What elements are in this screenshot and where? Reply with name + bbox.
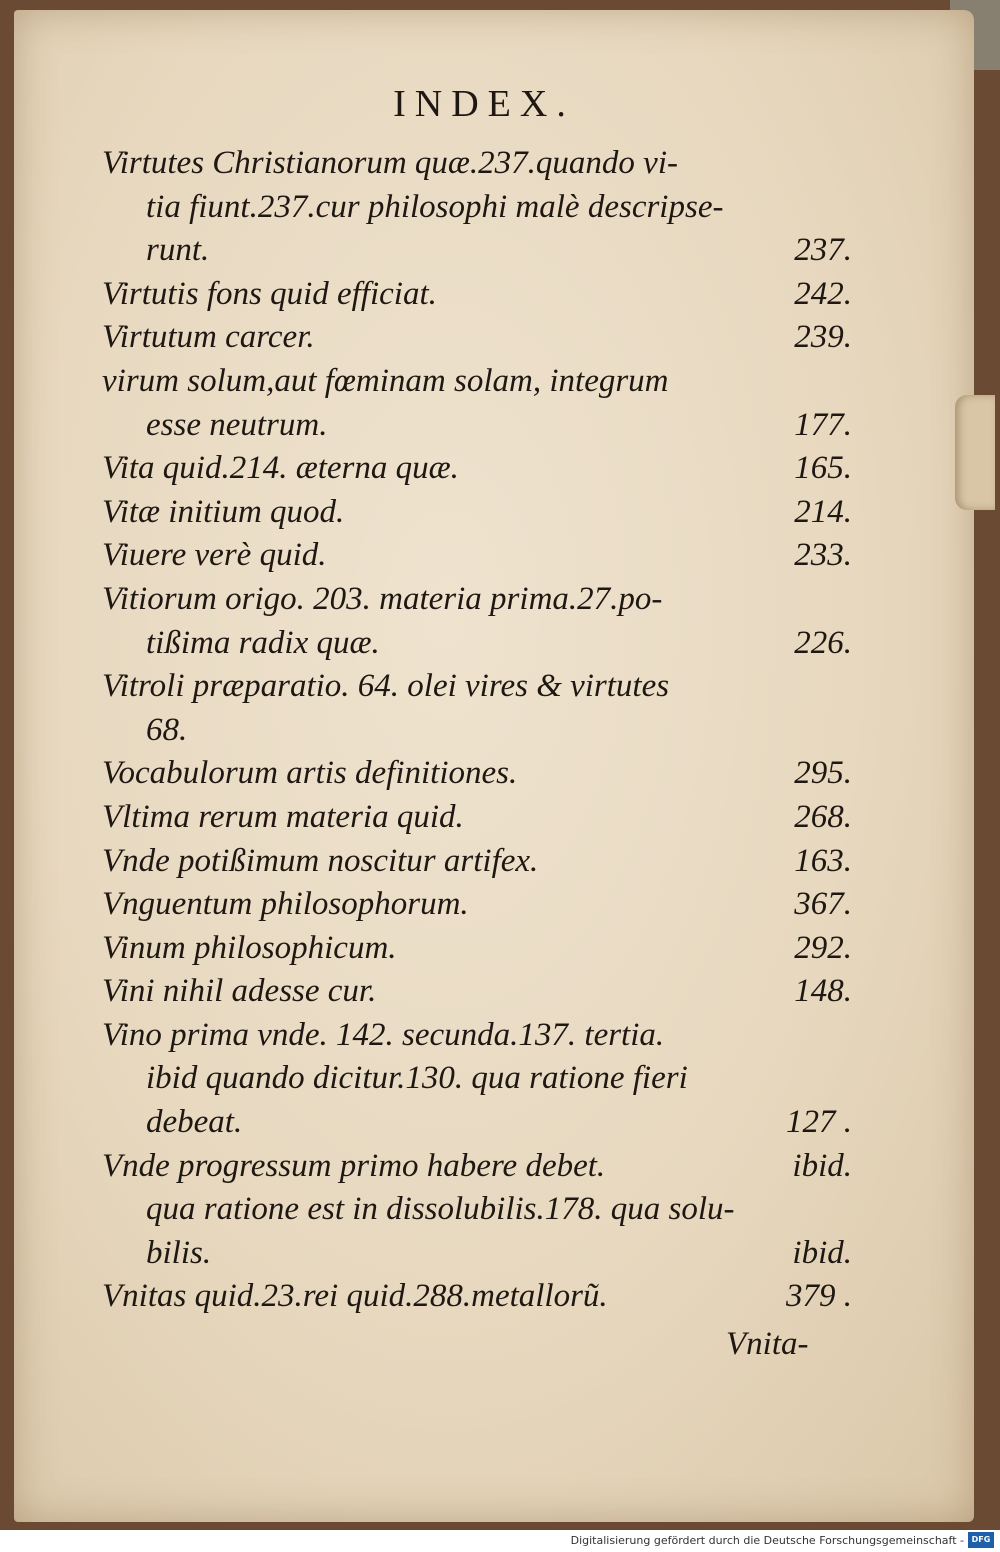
index-entries <box>102 142 852 1319</box>
index-line-page <box>840 1188 852 1232</box>
index-line <box>102 534 852 578</box>
index-line-page: 214. <box>794 493 852 530</box>
index-line-text: Vita quid.214. æterna quæ. <box>102 450 459 487</box>
index-line-text: virum solum,aut fœminam solam, integrum <box>102 362 669 399</box>
index-line-text: Vnde progressum primo habere debet. <box>102 1147 606 1184</box>
index-line-page: 379 . <box>786 1278 852 1315</box>
index-line <box>102 752 852 796</box>
index-line-text: Vocabulorum artis definitiones. <box>102 755 518 792</box>
index-line-page: 242. <box>794 275 852 312</box>
index-line-page <box>840 709 852 753</box>
page-header: INDEX. <box>393 83 575 125</box>
index-line-text: Vitæ initium quod. <box>102 493 345 530</box>
index-line <box>102 1275 852 1319</box>
index-line-page: 177. <box>794 406 852 443</box>
index-line-page: 367. <box>794 886 852 923</box>
footer-credit: Digitalisierung gefördert durch die Deutsche Forschungsgemeinschaft - <box>570 1534 964 1547</box>
index-line <box>102 796 852 840</box>
index-line-text: tia fiunt.237.cur philosophi malè descripse- <box>146 188 724 225</box>
catchword: Vnita- <box>726 1326 809 1362</box>
index-line <box>102 1101 852 1145</box>
index-line-page: 226. <box>794 624 852 661</box>
index-line-text: esse neutrum. <box>146 406 328 443</box>
index-line-page: 239. <box>794 319 852 356</box>
dfg-logo: DFG <box>968 1532 994 1548</box>
index-line <box>102 229 852 273</box>
index-line <box>102 316 852 360</box>
page-edge-tab <box>955 395 995 510</box>
index-line-text: Vitiorum origo. 203. materia prima.27.po- <box>102 580 663 617</box>
index-line-page <box>840 665 852 709</box>
index-line-page: 292. <box>794 929 852 966</box>
index-line-text: debeat. <box>146 1104 243 1141</box>
index-line-text: Virtutum carcer. <box>102 319 315 356</box>
index-line <box>102 840 852 884</box>
index-line-page: 233. <box>794 537 852 574</box>
index-line-text: Vnguentum philosophorum. <box>102 886 469 923</box>
index-line-page: ibid. <box>792 1234 852 1271</box>
index-line-page: 163. <box>794 842 852 879</box>
book-page <box>14 10 974 1522</box>
index-line-page: 237. <box>794 232 852 269</box>
index-line-page <box>840 1014 852 1058</box>
index-line-page: ibid. <box>792 1147 852 1184</box>
index-line <box>102 665 852 709</box>
index-line-text: tißima radix quæ. <box>146 624 380 661</box>
index-line-text: runt. <box>146 232 210 269</box>
index-line <box>102 273 852 317</box>
index-line-page <box>840 578 852 622</box>
index-line <box>102 404 852 448</box>
index-line-text: Vino prima vnde. 142. secunda.137. tertia. <box>102 1016 665 1053</box>
index-line <box>102 186 852 230</box>
index-line-page <box>840 1057 852 1101</box>
index-line <box>102 142 852 186</box>
index-line <box>102 360 852 404</box>
index-line-text: Vltima rerum materia quid. <box>102 798 464 835</box>
index-line-page: 148. <box>794 973 852 1010</box>
footer-bar <box>0 1530 1000 1552</box>
index-line <box>102 578 852 622</box>
index-line-text: Vnde potißimum noscitur artifex. <box>102 842 539 879</box>
index-line <box>102 622 852 666</box>
index-line <box>102 970 852 1014</box>
index-line-text: bilis. <box>146 1234 212 1271</box>
index-line <box>102 709 852 753</box>
index-line <box>102 1232 852 1276</box>
index-line-text: 68. <box>146 711 188 748</box>
index-line-page: 127 . <box>786 1104 852 1141</box>
index-line-page: 268. <box>794 798 852 835</box>
index-line <box>102 1057 852 1101</box>
index-line <box>102 1145 852 1189</box>
index-line-page <box>840 360 852 404</box>
index-line-text: Virtutis fons quid efficiat. <box>102 275 437 312</box>
index-line-page <box>840 186 852 230</box>
index-line <box>102 491 852 535</box>
index-line-text: ibid quando dicitur.130. qua ratione fieri <box>146 1060 688 1097</box>
index-line <box>102 447 852 491</box>
index-line <box>102 883 852 927</box>
index-line-page: 165. <box>794 450 852 487</box>
index-line <box>102 1014 852 1058</box>
index-line-text: Vitroli præparatio. 64. olei vires & virtutes <box>102 668 670 705</box>
index-line-text: Vnitas quid.23.rei quid.288.metallorũ. <box>102 1278 608 1315</box>
index-line-page: 295. <box>794 755 852 792</box>
index-line <box>102 927 852 971</box>
index-line-text: Vini nihil adesse cur. <box>102 973 377 1010</box>
index-line-text: Virtutes Christianorum quæ.237.quando vi- <box>102 145 678 181</box>
index-line-text: qua ratione est in dissolubilis.178. qua solu- <box>146 1191 735 1228</box>
index-line-text: Vinum philosophicum. <box>102 929 397 966</box>
index-line <box>102 1188 852 1232</box>
index-line-text: Viuere verè quid. <box>102 537 327 574</box>
index-line-page <box>840 142 852 186</box>
